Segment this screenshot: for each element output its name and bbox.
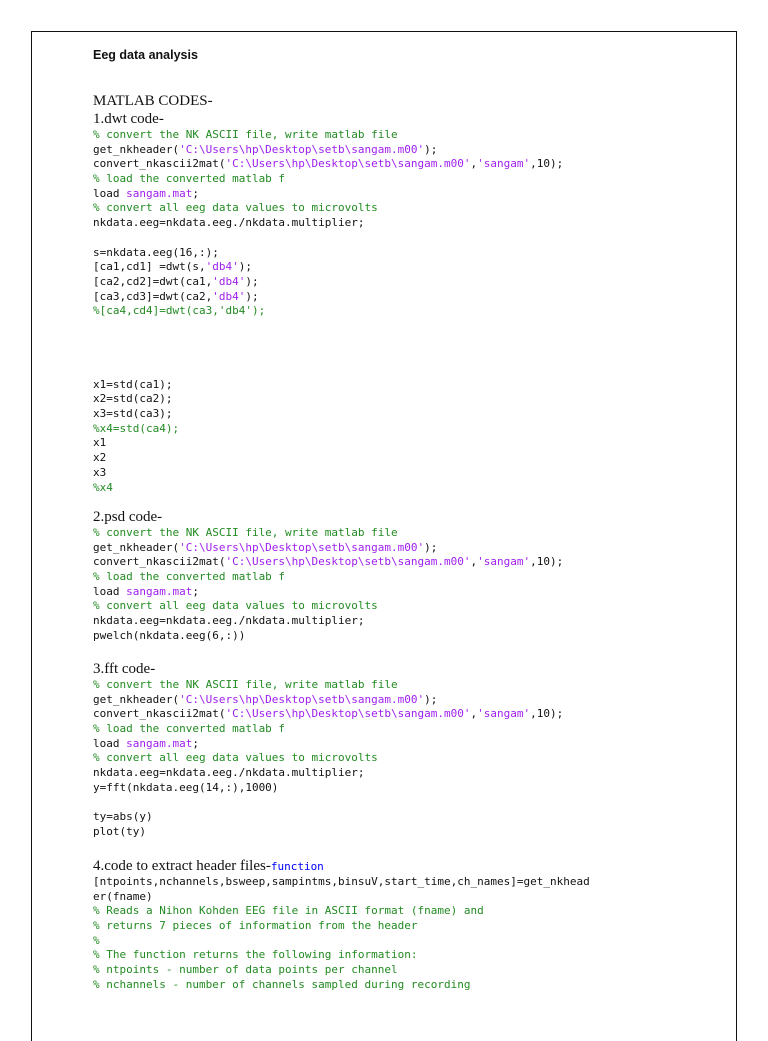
code-line	[93, 407, 563, 422]
code-text: y=fft(nkdata.eeg(14,:),1000)	[93, 780, 279, 794]
code-string: 'C:\Users\hp\Desktop\setb\sangam.m00'	[179, 142, 425, 156]
code-text: nkdata.eeg=nkdata.eeg./nkdata.multiplier;	[93, 766, 365, 780]
code-text: load	[93, 584, 127, 598]
code-line	[93, 481, 563, 496]
code-comment: % load the converted matlab f	[93, 172, 286, 186]
code-comment: % convert the NK ASCII file, write matlab file	[93, 526, 398, 539]
code-line	[93, 963, 590, 978]
code-text: );	[424, 540, 438, 554]
code-line	[93, 766, 563, 781]
code-text: );	[424, 692, 438, 706]
code-string: sangam.mat	[126, 584, 193, 598]
code-text: get_nkheader(	[93, 142, 180, 156]
code-text: convert_nkascii2mat(	[93, 555, 226, 569]
code-comment: % load the converted matlab f	[93, 722, 286, 736]
code-line	[93, 290, 563, 305]
code-line	[93, 599, 563, 614]
code-line	[93, 810, 563, 825]
psd-code-block	[93, 526, 563, 644]
code-line	[93, 555, 563, 570]
code-text: ,10);	[530, 707, 564, 721]
code-line	[93, 678, 563, 693]
code-line	[93, 614, 563, 629]
code-line	[93, 201, 563, 216]
code-string: 'C:\Users\hp\Desktop\setb\sangam.m00'	[225, 707, 471, 721]
code-line	[93, 751, 563, 766]
code-comment: %x4	[93, 480, 113, 494]
code-text: ,10);	[530, 555, 564, 569]
code-text: nkdata.eeg=nkdata.eeg./nkdata.multiplier;	[93, 614, 365, 628]
code-string: 'C:\Users\hp\Desktop\setb\sangam.m00'	[225, 555, 471, 569]
code-text: x3=std(ca3);	[93, 407, 173, 421]
code-string: 'db4'	[212, 274, 246, 288]
code-comment: % convert the NK ASCII file, write matlab file	[93, 678, 398, 691]
code-text: x3	[93, 465, 107, 479]
code-line	[93, 128, 563, 143]
code-comment: % returns 7 pieces of information from the header	[93, 919, 418, 933]
code-string: 'db4'	[205, 260, 239, 274]
code-comment: % convert all eeg data values to microvolts	[93, 201, 378, 215]
code-line	[93, 737, 563, 752]
code-line	[93, 275, 563, 290]
code-string: 'C:\Users\hp\Desktop\setb\sangam.m00'	[179, 692, 425, 706]
code-line	[93, 978, 590, 993]
code-comment: %x4=std(ca4);	[93, 421, 180, 435]
code-comment: %	[93, 933, 100, 947]
code-line	[93, 422, 563, 437]
code-line	[93, 451, 563, 466]
code-comment: %[ca4,cd4]=dwt(ca3,'db4');	[93, 304, 266, 318]
code-text: get_nkheader(	[93, 692, 180, 706]
code-line	[93, 825, 563, 840]
code-line	[93, 919, 590, 934]
code-text: nkdata.eeg=nkdata.eeg./nkdata.multiplier;	[93, 216, 365, 230]
code-line	[93, 466, 563, 481]
code-line	[93, 948, 590, 963]
code-line	[93, 260, 563, 275]
code-line	[93, 334, 563, 349]
code-line	[93, 890, 590, 905]
code-string: 'sangam'	[477, 555, 531, 569]
code-text: ;	[192, 186, 199, 200]
code-text: convert_nkascii2mat(	[93, 707, 226, 721]
code-line	[93, 693, 563, 708]
dwt-code-block	[93, 128, 563, 495]
psd-section-label: 2.psd code-	[93, 509, 163, 525]
code-text: [ntpoints,nchannels,bsweep,sampintms,binsuV,start_time,ch_names]=get_nkhead	[93, 875, 590, 888]
header-extract-code-block	[93, 875, 590, 993]
code-string: 'db4'	[212, 289, 246, 303]
code-text: ,	[470, 707, 478, 721]
code-text: er(fname)	[93, 889, 153, 903]
fft-code-block	[93, 678, 563, 840]
code-line	[93, 875, 590, 890]
code-text: plot(ty)	[93, 824, 146, 838]
code-line	[93, 216, 563, 231]
code-text: ;	[192, 736, 199, 750]
code-comment: % nchannels - number of channels sampled during recording	[93, 977, 471, 991]
code-string: 'C:\Users\hp\Desktop\setb\sangam.m00'	[179, 540, 425, 554]
code-line	[93, 157, 563, 172]
code-line	[93, 707, 563, 722]
code-line	[93, 319, 563, 334]
code-text: pwelch(nkdata.eeg(6,:))	[93, 628, 246, 642]
code-text: );	[424, 142, 438, 156]
code-text: ,	[470, 157, 478, 171]
code-line	[93, 541, 563, 556]
code-comment: % The function returns the following information:	[93, 948, 418, 962]
code-line	[93, 363, 563, 378]
code-line	[93, 722, 563, 737]
code-string: 'sangam'	[477, 707, 531, 721]
code-line	[93, 781, 563, 796]
code-text: x1	[93, 436, 107, 450]
code-line	[93, 172, 563, 187]
code-line	[93, 378, 563, 393]
code-comment: % ntpoints - number of data points per channel	[93, 963, 398, 977]
code-string: sangam.mat	[126, 186, 193, 200]
code-text: );	[245, 289, 259, 303]
code-string: 'C:\Users\hp\Desktop\setb\sangam.m00'	[225, 157, 471, 171]
code-comment: % load the converted matlab f	[93, 570, 286, 584]
code-comment: % convert all eeg data values to microvolts	[93, 751, 378, 765]
code-line	[93, 585, 563, 600]
code-comment: % convert all eeg data values to microvolts	[93, 599, 378, 613]
code-line	[93, 143, 563, 158]
code-line	[93, 570, 563, 585]
code-line	[93, 392, 563, 407]
code-string: 'sangam'	[477, 157, 531, 171]
code-line	[93, 904, 590, 919]
code-text: ,10);	[530, 157, 564, 171]
code-text: load	[93, 736, 127, 750]
code-string: sangam.mat	[126, 736, 193, 750]
code-line	[93, 436, 563, 451]
code-text: ty=abs(y)	[93, 810, 153, 824]
header-extract-section-label	[93, 858, 324, 875]
code-text: get_nkheader(	[93, 540, 180, 554]
code-text: ;	[192, 584, 199, 598]
code-line	[93, 796, 563, 811]
code-text: [ca1,cd1] =dwt(s,	[93, 260, 206, 274]
code-line	[93, 934, 590, 949]
code-text: ,	[470, 555, 478, 569]
code-line	[93, 187, 563, 202]
code-line	[93, 526, 563, 541]
code-line	[93, 246, 563, 261]
code-comment: % Reads a Nihon Kohden EEG file in ASCII format (fname) and	[93, 904, 484, 918]
function-keyword: function	[270, 860, 324, 873]
code-line	[93, 304, 563, 319]
code-line	[93, 231, 563, 246]
code-text: );	[245, 274, 259, 288]
document-title: Eeg data analysis	[93, 48, 198, 62]
code-text: load	[93, 186, 127, 200]
fft-section-label: 3.fft code-	[93, 661, 156, 677]
code-text: x2	[93, 451, 107, 465]
code-line	[93, 629, 563, 644]
code-text: convert_nkascii2mat(	[93, 157, 226, 171]
code-text: );	[238, 260, 252, 274]
code-text: s=nkdata.eeg(16,:);	[93, 245, 219, 259]
code-text: [ca2,cd2]=dwt(ca1,	[93, 274, 213, 288]
code-text: [ca3,cd3]=dwt(ca2,	[93, 289, 213, 303]
header-extract-label-text: 4.code to extract header files-	[93, 858, 271, 874]
code-text: x1=std(ca1);	[93, 377, 173, 391]
code-text: x2=std(ca2);	[93, 392, 173, 406]
code-comment: % convert the NK ASCII file, write matlab file	[93, 128, 398, 141]
dwt-section-label: 1.dwt code-	[93, 111, 164, 127]
code-line	[93, 348, 563, 363]
matlab-codes-heading: MATLAB CODES-	[93, 93, 213, 109]
